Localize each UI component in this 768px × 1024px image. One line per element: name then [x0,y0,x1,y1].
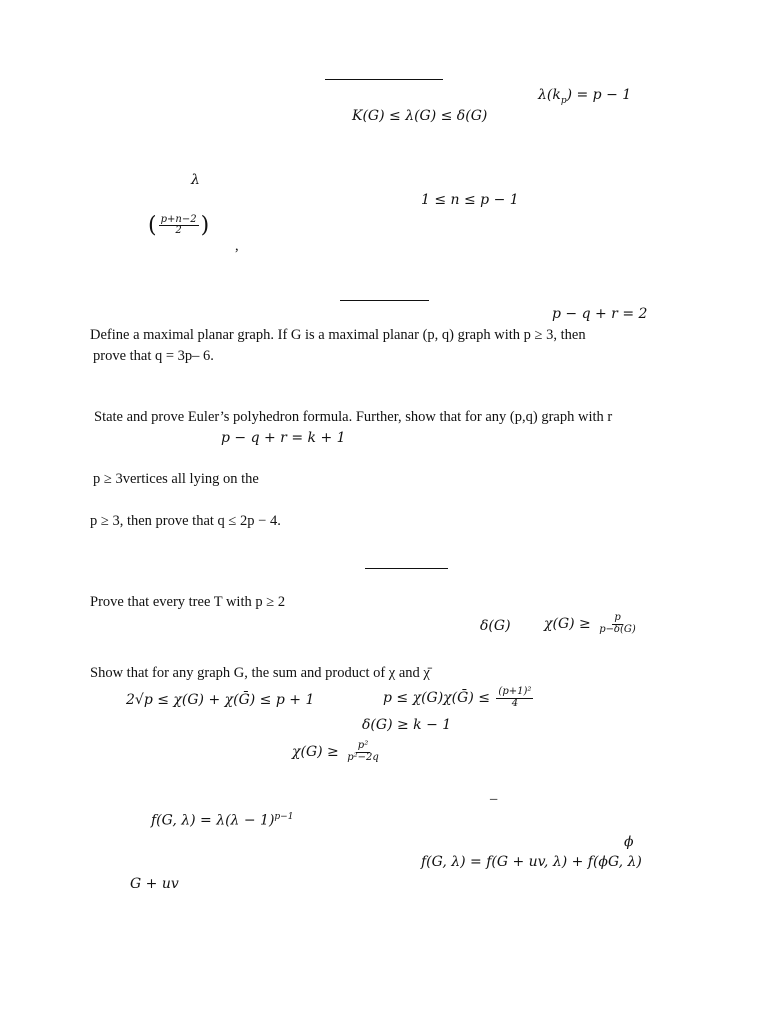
lambda-symbol: λ [191,172,200,188]
chromatic-recurrence: f(G, λ) = f(G + uv, λ) + f(ϕG, λ) [421,854,642,870]
chromatic-edge-bound [292,741,383,763]
poly-base: f(G, λ) = λ(λ − 1) [151,812,275,829]
binom-bottom: 2 [175,225,182,236]
formula-part: ) = p − 1 [566,87,632,103]
question-tree: Prove that every tree T with p ≥ 2 [90,594,286,610]
stray-dash: – [490,791,498,807]
bound-lhs: χ(G) ≥ [292,744,339,760]
connectivity-inequality: K(G) ≤ λ(G) ≤ δ(G) [352,108,488,124]
frac-den: p−δ(G) [599,623,636,635]
question-edge-bound: p ≥ 3, then prove that q ≤ 2p − 4. [90,513,281,529]
frac-num: p² [357,740,369,751]
min-degree-bound: δ(G) ≥ k − 1 [362,717,452,733]
heading-rule-1 [325,79,443,80]
frac-num: (p+1)² [498,686,532,697]
heading-rule-2 [340,300,429,301]
formula-subscript: p [560,95,567,106]
bound-lhs: χ(G) ≥ [544,616,591,632]
question-euler: State and prove Euler’s polyhedron formula. Further, show that for any (p,q) graph with r [94,409,613,425]
question-maximal-planar: Define a maximal planar graph. If G is a maximal planar (p, q) graph with p ≥ 3, then [90,327,586,343]
euler-formula: p − q + r = 2 [552,306,648,322]
question-chromatic: Show that for any graph G, the sum and product of χ and χ̄ [90,665,430,681]
phi-symbol: ϕ [624,834,634,850]
stray-comma: , [235,238,239,254]
min-degree: δ(G) [480,618,511,634]
formula-part: λ(k [538,87,561,103]
graph-plus-edge: G + uv [130,876,179,892]
question-maximal-planar-cont: prove that q = 3p– 6. [93,348,214,364]
chromatic-lower-bound [544,613,640,635]
binomial-expression: ( $\frac{p+n-2}{2}$ ) [148,213,210,238]
sum-bound: 2√p ≤ χ(G) + χ(Ḡ) ≤ p + 1 [126,692,315,708]
bound-lhs: p ≤ χ(G)χ(Ḡ) ≤ [383,690,490,706]
euler-general-formula: p − q + r = k + 1 [221,430,346,446]
n-range: 1 ≤ n ≤ p − 1 [421,192,519,208]
chromatic-polynomial-tree [151,812,293,829]
heading-rule-3 [365,568,448,569]
frac-num: p [614,612,621,623]
binom-top: p+n−2 [160,213,197,225]
frac-den: p²−2q [347,751,379,763]
poly-exponent: p−1 [274,812,294,822]
edge-connectivity-complete-graph [538,87,631,106]
frac-den: 4 [511,697,519,709]
question-vertices: p ≥ 3vertices all lying on the [93,471,259,487]
product-bound [383,687,535,709]
